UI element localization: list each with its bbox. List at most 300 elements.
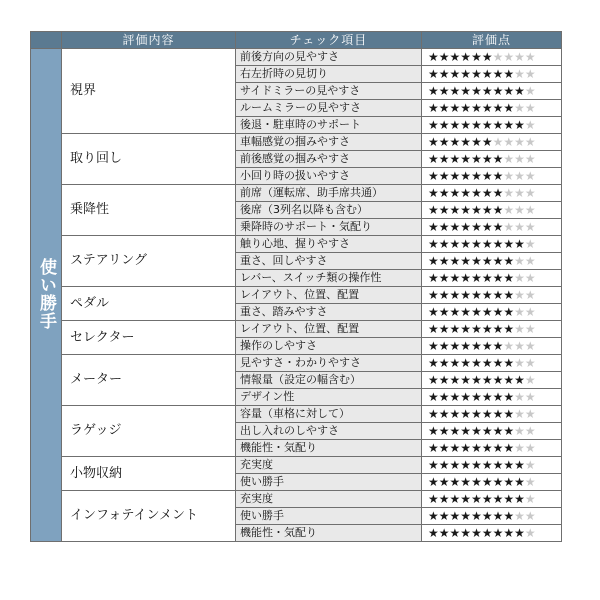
check-item-cell: 重さ、回しやすさ [236,253,422,270]
star-filled-icon: ★ [471,50,482,64]
star-empty-icon: ★ [524,67,536,81]
category-cell: ステアリング [62,236,236,287]
star-filled-icon: ★ [471,407,482,421]
star-rating [422,219,562,236]
star-filled-icon: ★ [471,373,482,387]
star-filled-icon: ★ [449,356,461,370]
check-item-cell: デザイン性 [236,389,422,406]
star-filled-icon: ★ [460,390,472,404]
star-empty-icon: ★ [514,322,525,336]
star-filled-icon: ★ [438,305,450,319]
star-filled-icon: ★ [428,288,439,302]
star-rating [422,66,562,83]
star-empty-icon: ★ [503,152,515,166]
star-filled-icon: ★ [460,458,472,472]
star-filled-icon: ★ [514,526,525,540]
star-filled-icon: ★ [492,237,504,251]
star-empty-icon: ★ [524,441,536,455]
star-empty-icon: ★ [503,50,515,64]
star-filled-icon: ★ [428,305,439,319]
star-filled-icon: ★ [492,305,504,319]
star-filled-icon: ★ [492,339,504,353]
star-empty-icon: ★ [524,118,536,132]
star-empty-icon: ★ [524,509,536,523]
star-filled-icon: ★ [481,203,493,217]
star-empty-icon: ★ [514,135,525,149]
star-filled-icon: ★ [503,84,515,98]
star-filled-icon: ★ [492,220,504,234]
star-empty-icon: ★ [524,322,536,336]
star-filled-icon: ★ [438,492,450,506]
star-filled-icon: ★ [492,424,504,438]
star-filled-icon: ★ [503,424,515,438]
star-filled-icon: ★ [471,492,482,506]
star-rating [422,525,562,542]
star-filled-icon: ★ [481,288,493,302]
star-filled-icon: ★ [471,186,482,200]
star-filled-icon: ★ [471,288,482,302]
star-filled-icon: ★ [438,322,450,336]
star-filled-icon: ★ [460,373,472,387]
star-filled-icon: ★ [438,373,450,387]
star-empty-icon: ★ [514,356,525,370]
star-filled-icon: ★ [449,152,461,166]
star-filled-icon: ★ [481,390,493,404]
star-rating [422,253,562,270]
star-filled-icon: ★ [481,305,493,319]
star-filled-icon: ★ [481,50,493,64]
star-empty-icon: ★ [524,407,536,421]
star-filled-icon: ★ [503,288,515,302]
star-filled-icon: ★ [449,237,461,251]
star-filled-icon: ★ [449,118,461,132]
star-empty-icon: ★ [514,441,525,455]
star-filled-icon: ★ [438,101,450,115]
star-filled-icon: ★ [449,492,461,506]
category-cell: インフォテインメント [62,491,236,542]
star-filled-icon: ★ [428,373,439,387]
star-filled-icon: ★ [503,271,515,285]
star-rating [422,406,562,423]
star-filled-icon: ★ [514,492,525,506]
star-empty-icon: ★ [514,339,525,353]
star-filled-icon: ★ [481,118,493,132]
star-filled-icon: ★ [449,186,461,200]
table-row [31,134,562,151]
star-empty-icon: ★ [524,526,536,540]
star-filled-icon: ★ [492,475,504,489]
star-filled-icon: ★ [460,254,472,268]
star-empty-icon: ★ [524,135,536,149]
star-filled-icon: ★ [449,509,461,523]
star-filled-icon: ★ [514,475,525,489]
star-empty-icon: ★ [524,424,536,438]
star-empty-icon: ★ [514,288,525,302]
star-filled-icon: ★ [460,424,472,438]
star-filled-icon: ★ [438,135,450,149]
star-filled-icon: ★ [438,50,450,64]
star-filled-icon: ★ [481,186,493,200]
star-empty-icon: ★ [514,271,525,285]
star-filled-icon: ★ [471,271,482,285]
star-filled-icon: ★ [428,67,439,81]
star-filled-icon: ★ [438,475,450,489]
star-filled-icon: ★ [481,67,493,81]
star-filled-icon: ★ [438,288,450,302]
check-item-cell: 後席（3列名以降も含む） [236,202,422,219]
star-filled-icon: ★ [471,237,482,251]
star-filled-icon: ★ [481,407,493,421]
star-filled-icon: ★ [449,458,461,472]
star-rating [422,83,562,100]
star-filled-icon: ★ [460,526,472,540]
star-filled-icon: ★ [471,254,482,268]
star-filled-icon: ★ [449,169,461,183]
check-item-cell: 機能性・気配り [236,525,422,542]
check-item-cell: レイアウト、位置、配置 [236,287,422,304]
check-item-cell: 前後方向の見やすさ [236,49,422,66]
star-filled-icon: ★ [481,220,493,234]
star-filled-icon: ★ [460,356,472,370]
star-filled-icon: ★ [438,407,450,421]
star-filled-icon: ★ [492,118,504,132]
star-filled-icon: ★ [471,152,482,166]
star-filled-icon: ★ [492,322,504,336]
star-empty-icon: ★ [524,475,536,489]
star-filled-icon: ★ [428,254,439,268]
star-rating [422,49,562,66]
table-row [31,491,562,508]
evaluation-sheet [30,31,561,542]
star-filled-icon: ★ [428,118,439,132]
star-filled-icon: ★ [438,152,450,166]
star-filled-icon: ★ [503,390,515,404]
star-filled-icon: ★ [460,50,472,64]
star-empty-icon: ★ [503,203,515,217]
star-filled-icon: ★ [471,390,482,404]
check-item-cell: レイアウト、位置、配置 [236,321,422,338]
star-filled-icon: ★ [503,305,515,319]
side-section-label [31,49,62,542]
star-filled-icon: ★ [428,441,439,455]
star-filled-icon: ★ [481,373,493,387]
star-filled-icon: ★ [449,407,461,421]
star-filled-icon: ★ [481,356,493,370]
star-filled-icon: ★ [449,288,461,302]
header-check-item: チェック項目 [236,32,422,49]
check-item-cell: 操作のしやすさ [236,338,422,355]
star-filled-icon: ★ [471,526,482,540]
star-filled-icon: ★ [492,390,504,404]
star-filled-icon: ★ [428,237,439,251]
star-filled-icon: ★ [438,118,450,132]
check-item-cell: レバー、スイッチ類の操作性 [236,270,422,287]
star-empty-icon: ★ [524,356,536,370]
star-filled-icon: ★ [460,203,472,217]
table-row [31,49,562,66]
star-filled-icon: ★ [428,186,439,200]
check-item-cell: 小回り時の扱いやすさ [236,168,422,185]
star-filled-icon: ★ [460,509,472,523]
star-empty-icon: ★ [524,220,536,234]
star-filled-icon: ★ [438,169,450,183]
star-empty-icon: ★ [524,305,536,319]
star-filled-icon: ★ [460,186,472,200]
star-filled-icon: ★ [460,101,472,115]
star-filled-icon: ★ [481,322,493,336]
star-filled-icon: ★ [449,271,461,285]
check-item-cell: 触り心地、握りやすさ [236,236,422,253]
star-filled-icon: ★ [428,356,439,370]
star-empty-icon: ★ [514,50,525,64]
star-filled-icon: ★ [514,373,525,387]
star-filled-icon: ★ [449,84,461,98]
star-rating [422,338,562,355]
check-item-cell: 出し入れのしやすさ [236,423,422,440]
star-filled-icon: ★ [481,526,493,540]
star-filled-icon: ★ [449,322,461,336]
star-rating [422,100,562,117]
star-filled-icon: ★ [492,152,504,166]
category-cell: セレクター [62,321,236,355]
star-filled-icon: ★ [471,424,482,438]
star-filled-icon: ★ [428,407,439,421]
star-filled-icon: ★ [514,118,525,132]
star-filled-icon: ★ [428,101,439,115]
star-filled-icon: ★ [428,271,439,285]
star-rating [422,423,562,440]
star-rating [422,321,562,338]
star-filled-icon: ★ [438,526,450,540]
check-item-cell: サイドミラーの見やすさ [236,83,422,100]
star-rating [422,474,562,491]
star-filled-icon: ★ [460,322,472,336]
star-filled-icon: ★ [428,203,439,217]
star-filled-icon: ★ [460,169,472,183]
star-filled-icon: ★ [438,67,450,81]
star-empty-icon: ★ [492,135,504,149]
star-filled-icon: ★ [438,84,450,98]
star-empty-icon: ★ [524,390,536,404]
header-score: 評価点 [422,32,562,49]
category-cell: ラゲッジ [62,406,236,457]
star-filled-icon: ★ [471,135,482,149]
star-filled-icon: ★ [471,339,482,353]
star-filled-icon: ★ [514,237,525,251]
star-filled-icon: ★ [428,509,439,523]
star-filled-icon: ★ [481,441,493,455]
check-item-cell: 容量（車格に対して） [236,406,422,423]
check-item-cell: 前後感覚の掴みやすさ [236,151,422,168]
star-filled-icon: ★ [438,220,450,234]
category-cell: 小物収納 [62,457,236,491]
star-filled-icon: ★ [492,373,504,387]
star-filled-icon: ★ [481,135,493,149]
star-filled-icon: ★ [503,458,515,472]
star-filled-icon: ★ [438,424,450,438]
star-filled-icon: ★ [471,458,482,472]
star-filled-icon: ★ [503,492,515,506]
star-filled-icon: ★ [449,203,461,217]
star-filled-icon: ★ [471,84,482,98]
star-filled-icon: ★ [428,475,439,489]
star-filled-icon: ★ [481,271,493,285]
check-item-cell: 見やすさ・わかりやすさ [236,355,422,372]
star-filled-icon: ★ [492,356,504,370]
star-filled-icon: ★ [471,101,482,115]
star-rating [422,287,562,304]
star-filled-icon: ★ [460,67,472,81]
star-empty-icon: ★ [524,169,536,183]
star-filled-icon: ★ [492,458,504,472]
star-filled-icon: ★ [481,339,493,353]
star-filled-icon: ★ [438,339,450,353]
star-filled-icon: ★ [460,475,472,489]
star-filled-icon: ★ [449,220,461,234]
star-filled-icon: ★ [449,101,461,115]
star-filled-icon: ★ [481,492,493,506]
star-filled-icon: ★ [471,118,482,132]
star-empty-icon: ★ [524,152,536,166]
star-filled-icon: ★ [460,118,472,132]
star-filled-icon: ★ [449,526,461,540]
star-empty-icon: ★ [524,288,536,302]
table-row [31,355,562,372]
star-filled-icon: ★ [449,390,461,404]
star-rating [422,236,562,253]
star-empty-icon: ★ [514,101,525,115]
check-item-cell: 前席（運転席、助手席共通） [236,185,422,202]
star-filled-icon: ★ [481,237,493,251]
star-filled-icon: ★ [449,424,461,438]
star-filled-icon: ★ [428,169,439,183]
star-filled-icon: ★ [492,526,504,540]
category-cell: メーター [62,355,236,406]
check-item-cell: 車幅感覚の掴みやすさ [236,134,422,151]
star-filled-icon: ★ [438,271,450,285]
star-filled-icon: ★ [449,339,461,353]
star-filled-icon: ★ [438,458,450,472]
star-filled-icon: ★ [481,509,493,523]
star-rating [422,457,562,474]
star-empty-icon: ★ [514,203,525,217]
star-filled-icon: ★ [449,135,461,149]
star-empty-icon: ★ [524,458,536,472]
star-filled-icon: ★ [492,441,504,455]
star-filled-icon: ★ [428,84,439,98]
star-filled-icon: ★ [438,186,450,200]
star-filled-icon: ★ [503,254,515,268]
star-filled-icon: ★ [503,356,515,370]
table-row [31,287,562,304]
star-empty-icon: ★ [503,186,515,200]
star-rating [422,491,562,508]
category-cell: ペダル [62,287,236,321]
star-empty-icon: ★ [524,271,536,285]
star-filled-icon: ★ [471,509,482,523]
star-empty-icon: ★ [514,220,525,234]
star-filled-icon: ★ [449,373,461,387]
star-filled-icon: ★ [438,390,450,404]
category-cell: 視界 [62,49,236,134]
star-filled-icon: ★ [460,441,472,455]
star-filled-icon: ★ [438,237,450,251]
star-filled-icon: ★ [481,101,493,115]
star-filled-icon: ★ [492,271,504,285]
star-filled-icon: ★ [460,135,472,149]
star-empty-icon: ★ [503,339,515,353]
star-rating [422,168,562,185]
check-item-cell: 充実度 [236,457,422,474]
star-filled-icon: ★ [471,305,482,319]
star-filled-icon: ★ [460,492,472,506]
star-filled-icon: ★ [503,509,515,523]
star-filled-icon: ★ [438,203,450,217]
star-rating [422,151,562,168]
star-filled-icon: ★ [492,254,504,268]
star-rating [422,304,562,321]
star-filled-icon: ★ [428,339,439,353]
star-filled-icon: ★ [438,441,450,455]
star-filled-icon: ★ [503,441,515,455]
star-empty-icon: ★ [524,254,536,268]
star-filled-icon: ★ [471,441,482,455]
star-filled-icon: ★ [460,271,472,285]
star-filled-icon: ★ [471,356,482,370]
star-filled-icon: ★ [449,305,461,319]
star-empty-icon: ★ [524,373,536,387]
star-filled-icon: ★ [438,254,450,268]
star-empty-icon: ★ [514,169,525,183]
star-filled-icon: ★ [460,407,472,421]
star-filled-icon: ★ [449,67,461,81]
star-filled-icon: ★ [471,220,482,234]
side-section-text: 使い勝手 [36,257,56,330]
star-filled-icon: ★ [460,237,472,251]
star-filled-icon: ★ [471,169,482,183]
star-filled-icon: ★ [492,492,504,506]
star-empty-icon: ★ [524,186,536,200]
star-filled-icon: ★ [428,492,439,506]
star-filled-icon: ★ [503,526,515,540]
star-filled-icon: ★ [428,152,439,166]
star-filled-icon: ★ [503,407,515,421]
star-filled-icon: ★ [481,152,493,166]
star-empty-icon: ★ [503,169,515,183]
header-row [31,32,562,49]
category-cell: 乗降性 [62,185,236,236]
star-empty-icon: ★ [524,237,536,251]
star-empty-icon: ★ [514,254,525,268]
star-filled-icon: ★ [428,50,439,64]
star-filled-icon: ★ [481,84,493,98]
star-rating [422,355,562,372]
star-filled-icon: ★ [460,220,472,234]
star-empty-icon: ★ [524,492,536,506]
star-filled-icon: ★ [460,339,472,353]
star-empty-icon: ★ [514,305,525,319]
star-filled-icon: ★ [503,322,515,336]
check-item-cell: 後退・駐車時のサポート [236,117,422,134]
star-filled-icon: ★ [492,186,504,200]
star-filled-icon: ★ [449,50,461,64]
star-empty-icon: ★ [503,135,515,149]
star-filled-icon: ★ [428,458,439,472]
star-filled-icon: ★ [428,390,439,404]
star-filled-icon: ★ [438,509,450,523]
category-cell: 取り回し [62,134,236,185]
star-empty-icon: ★ [514,152,525,166]
